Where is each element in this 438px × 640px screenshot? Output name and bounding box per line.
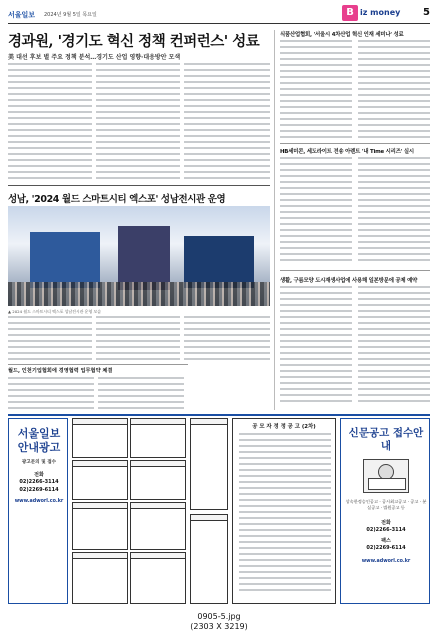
right-mid-body-col2: [358, 157, 430, 267]
file-name: 0905-5.jpg: [197, 612, 241, 621]
right-top-body-col2: [358, 40, 430, 140]
public-notice-ad-fax: 02)2269-6114: [366, 545, 406, 551]
second-body-col2: [96, 316, 180, 362]
lead-separator: [8, 185, 270, 186]
page-number: 5: [423, 7, 430, 18]
expo-booth: [118, 226, 170, 290]
classified-listing: [190, 514, 228, 604]
right-low-headline: 생활, 구름모양 도시재생사업에 사용해 일본방문에 공제 예약: [280, 278, 418, 284]
right-low-body-col1: [280, 286, 352, 404]
classified-listing: [130, 502, 186, 550]
classified-ad-title: 서울일보 안내광고: [17, 427, 61, 454]
public-notice-ad-url: www.adworl.co.kr: [361, 559, 411, 564]
classified-listing: [130, 552, 186, 604]
classified-listing: [190, 418, 228, 510]
second-headline: 성남, '2024 월드 스마트시티 엑스포' 성남전시관 운영: [8, 194, 226, 205]
section-badge-name: iz money: [360, 8, 401, 17]
lead-body-col3: [184, 63, 270, 181]
public-notice-ad-phone: 02)2266-3114: [366, 527, 406, 533]
section-badge-letter: B: [342, 5, 358, 21]
public-notice-ad-title: 신문공고 접수안내: [348, 427, 424, 452]
classified-ad-phone-label: 전화: [34, 472, 44, 478]
expo-crowd: [8, 282, 270, 306]
right-top-separator: [280, 143, 430, 144]
lower-left-body-col1: [8, 377, 94, 413]
classified-ad-phone2: 02)2269-6114: [19, 487, 59, 493]
newspaper-reader-illustration: [363, 459, 409, 493]
newspaper-icon: [368, 478, 406, 490]
right-top-body-col1: [280, 40, 352, 140]
masthead: [8, 4, 430, 24]
public-notice-ad-phone-label: 전화: [381, 520, 391, 526]
classified-ad-url: www.adworl.co.kr: [14, 499, 64, 504]
second-body-col1: [8, 316, 92, 362]
column-divider: [274, 30, 275, 410]
lead-body-col1: [8, 63, 92, 181]
right-low-body-col2: [358, 286, 430, 404]
public-notice-ad-desc: 상속한정승인공고 · 공시최고공고 · 공고 · 분실공고 · 법원공고 등: [345, 499, 427, 510]
lower-separator: [8, 364, 188, 365]
lead-body-col2: [96, 63, 180, 181]
public-notice-box: [232, 418, 336, 604]
image-footer: [0, 612, 438, 632]
classified-listing: [130, 460, 186, 500]
classified-ad-box: [8, 418, 68, 604]
right-mid-headline: HB세미콘, 세도라이트 전송 아렌트 '내 Time 시리즈' 실시: [280, 149, 414, 155]
public-notice-title: 공 모 자 정 정 공 고 (2차): [252, 424, 316, 430]
expo-booth: [30, 232, 100, 288]
public-notice-ad-box: [340, 418, 430, 604]
expo-booth: [184, 236, 254, 288]
classified-ad-line: 광고문의 및 접수: [21, 460, 57, 465]
issue-date: 2024년 9월 5일 목요일: [44, 12, 97, 18]
expo-photo: [8, 206, 270, 306]
classified-listing: [130, 418, 186, 458]
classified-listing: [72, 552, 128, 604]
lead-headline: 경과원, '경기도 혁신 정책 컨퍼런스' 성료: [8, 33, 260, 50]
right-mid-body-col1: [280, 157, 352, 267]
section-badge: [342, 4, 404, 22]
classified-listing: [72, 460, 128, 500]
right-mid-separator: [280, 270, 430, 271]
classified-listing: [72, 418, 128, 458]
lower-left-body-col2: [98, 377, 184, 413]
lead-subhead: 美 대선 후보 별 주요 정책 분석…경기도 산업 영향·대응방안 모색: [8, 54, 181, 61]
photo-caption: ▲ 2024 월드 스마트시티 엑스포 성남전시관 운영 모습: [8, 309, 101, 314]
right-top-headline: 식품산업협회, '서울시 4차산업 혁신 인재 세미나' 성료: [280, 32, 404, 38]
ads-top-rule: [8, 414, 430, 416]
public-notice-ad-fax-label: 팩스: [381, 538, 391, 544]
classified-listing: [72, 502, 128, 550]
classified-ad-phone1: 02)2266-3114: [19, 479, 59, 485]
lower-left-headline: 월드, 인천기업협회에 경영협력 업무협약 체결: [8, 368, 113, 374]
file-size: (2303 X 3219): [190, 622, 248, 631]
second-body-col3: [184, 316, 270, 362]
paper-name: 서울일보: [8, 11, 36, 19]
public-notice-body: [239, 433, 331, 599]
